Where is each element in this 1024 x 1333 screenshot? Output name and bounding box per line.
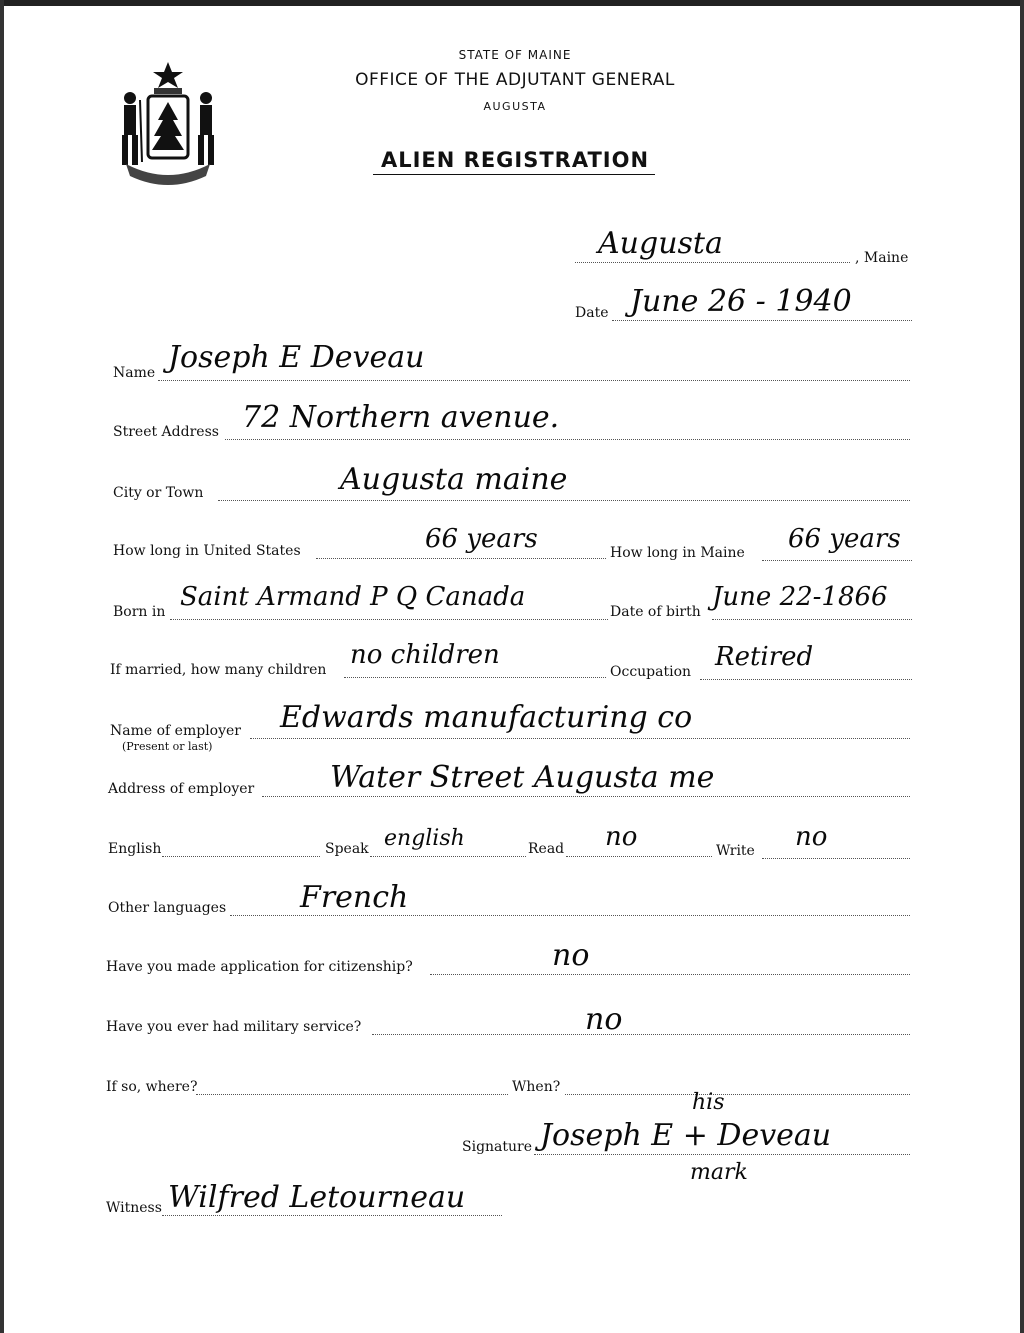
- citizenship-entry: no: [552, 938, 590, 973]
- scan-border-right: [1020, 0, 1024, 1333]
- other-languages-label: Other languages: [108, 900, 227, 916]
- how-long-maine-label: How long in Maine: [610, 545, 745, 561]
- born-in-label: Born in: [113, 604, 166, 620]
- children-line: [344, 677, 606, 678]
- when-label: When?: [512, 1079, 561, 1095]
- speak-entry: english: [384, 826, 465, 851]
- children-label: If married, how many children: [110, 662, 327, 678]
- how-long-us-line: [316, 558, 606, 559]
- read-line: [566, 856, 712, 857]
- if-so-where-line: [196, 1094, 508, 1095]
- street-line: [225, 439, 910, 440]
- date-label: Date: [575, 305, 609, 321]
- military-entry: no: [585, 1002, 623, 1037]
- city-label: City or Town: [113, 485, 204, 501]
- other-languages-entry: French: [300, 880, 409, 915]
- born-in-entry: Saint Armand P Q Canada: [180, 582, 526, 612]
- employer-address-line: [262, 796, 910, 797]
- occupation-line: [700, 679, 912, 680]
- signature-line: [534, 1154, 910, 1155]
- other-languages-line: [230, 915, 910, 916]
- when-line: [565, 1094, 910, 1095]
- employer-name-line: [250, 738, 910, 739]
- name-line: [158, 380, 910, 381]
- read-entry: no: [605, 822, 638, 852]
- if-so-where-label: If so, where?: [106, 1079, 198, 1095]
- form-title: ALIEN REGISTRATION: [380, 148, 650, 172]
- write-entry: no: [795, 822, 828, 852]
- witness-entry: Wilfred Letourneau: [168, 1180, 466, 1215]
- occupation-label: Occupation: [610, 664, 692, 680]
- signature-his: his: [692, 1090, 725, 1115]
- speak-label: Speak: [325, 841, 369, 857]
- place-line: [575, 262, 850, 263]
- english-label: English: [108, 841, 162, 857]
- dob-line: [712, 619, 912, 620]
- children-entry: no children: [350, 640, 500, 670]
- how-long-us-entry: 66 years: [425, 524, 538, 554]
- place-entry: Augusta: [598, 226, 723, 261]
- citizenship-line: [430, 974, 910, 975]
- signature-label: Signature: [462, 1139, 533, 1155]
- street-label: Street Address: [113, 424, 219, 440]
- employer-note: (Present or last): [122, 740, 213, 753]
- state-seal-icon: [112, 58, 224, 188]
- how-long-us-label: How long in United States: [113, 543, 301, 559]
- employer-address-label: Address of employer: [108, 781, 255, 797]
- citizenship-label: Have you made application for citizenship?: [106, 959, 413, 975]
- signature-entry: Joseph E + Deveau: [540, 1118, 832, 1153]
- occupation-entry: Retired: [715, 642, 814, 672]
- military-line: [372, 1034, 910, 1035]
- date-entry: June 26 - 1940: [630, 284, 852, 319]
- name-label: Name: [113, 365, 156, 381]
- how-long-maine-line: [762, 560, 912, 561]
- signature-mark: mark: [690, 1160, 748, 1185]
- title-underline: [373, 174, 655, 175]
- dob-label: Date of birth: [610, 604, 701, 620]
- speak-line: [370, 856, 526, 857]
- how-long-maine-entry: 66 years: [788, 524, 901, 554]
- military-label: Have you ever had military service?: [106, 1019, 362, 1035]
- dob-entry: June 22-1866: [712, 582, 888, 612]
- witness-label: Witness: [106, 1200, 162, 1216]
- scan-border-left: [0, 0, 4, 1333]
- state-heading: STATE OF MAINE: [458, 48, 572, 62]
- employer-name-label: Name of employer: [110, 723, 241, 739]
- street-entry: 72 Northern avenue.: [242, 400, 560, 435]
- witness-line: [162, 1215, 502, 1216]
- office-heading: OFFICE OF THE ADJUTANT GENERAL: [355, 70, 675, 90]
- scan-border-top: [0, 0, 1024, 6]
- maine-label: , Maine: [855, 250, 909, 266]
- write-line: [762, 858, 910, 859]
- city-line: [218, 500, 910, 501]
- city-heading: AUGUSTA: [483, 100, 547, 113]
- write-label: Write: [716, 843, 755, 859]
- city-entry: Augusta maine: [340, 462, 568, 497]
- born-in-line: [170, 619, 608, 620]
- employer-address-entry: Water Street Augusta me: [330, 760, 715, 795]
- name-entry: Joseph E Deveau: [168, 340, 425, 375]
- date-line: [612, 320, 912, 321]
- employer-name-entry: Edwards manufacturing co: [280, 700, 693, 735]
- read-label: Read: [528, 841, 565, 857]
- english-line: [162, 856, 320, 857]
